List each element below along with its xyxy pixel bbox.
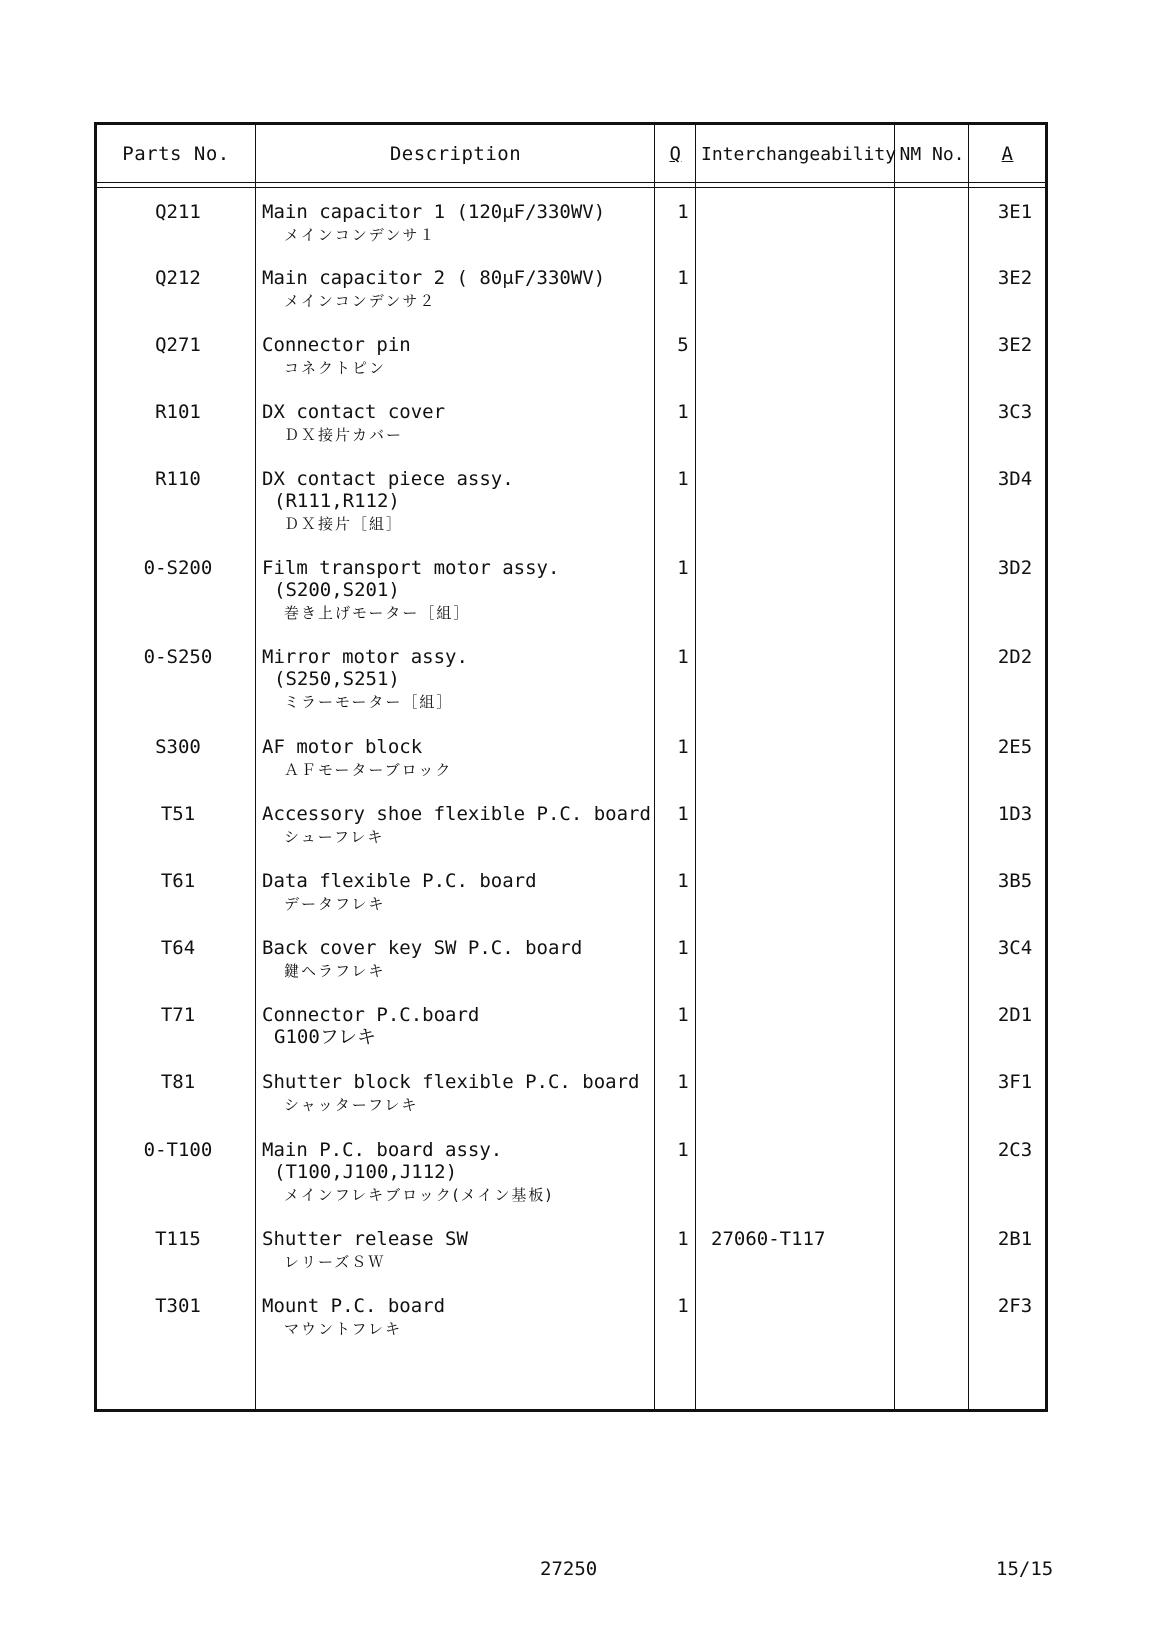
part-number: 0-S200	[143, 557, 213, 579]
description-cell	[262, 1295, 662, 1341]
description-en: DX contact cover	[262, 401, 446, 423]
quantity: 1	[677, 1071, 689, 1093]
part-number: 0-S250	[143, 646, 213, 668]
quantity: 1	[677, 201, 689, 223]
description-jp: メインフレキブロック(メイン基板)	[284, 1186, 554, 1204]
location-code: 2D2	[997, 646, 1033, 668]
quantity: 1	[677, 937, 689, 959]
part-number: S300	[155, 736, 201, 758]
location-code: 2B1	[997, 1228, 1033, 1250]
description-en: Main capacitor 2 ( 80μF/330WV)	[262, 267, 606, 289]
quantity: 1	[677, 646, 689, 668]
description-jp: レリーズＳＷ	[284, 1253, 386, 1271]
description-en: Data flexible P.C. board	[262, 870, 537, 892]
description-cell	[262, 1071, 662, 1117]
header-q: Q	[669, 143, 682, 165]
location-code: 1D3	[997, 803, 1033, 825]
description-cell	[262, 736, 662, 782]
description-cell	[262, 803, 662, 849]
description-en: Connector P.C.board	[262, 1004, 480, 1026]
page-number: 15/15	[996, 1558, 1054, 1580]
description-en: Film transport motor assy.	[262, 557, 560, 579]
description-jp: ミラーモーター［組］	[284, 693, 454, 711]
location-code: 3D2	[997, 557, 1033, 579]
description-cell	[262, 870, 662, 916]
location-code: 2C3	[997, 1139, 1033, 1161]
quantity: 1	[677, 736, 689, 758]
description-jp: シューフレキ	[284, 828, 385, 846]
description-jp: 鍵ヘラフレキ	[284, 962, 386, 980]
description-cell	[262, 334, 662, 380]
description-en: Shutter release SW	[262, 1228, 468, 1250]
document-number: 27250	[540, 1558, 598, 1580]
header-description: Description	[389, 143, 522, 165]
interchangeability-value: 27060-T117	[711, 1228, 826, 1250]
part-number: T115	[155, 1228, 201, 1250]
header-interchangeability: Interchangeability	[701, 143, 897, 165]
description-en: AF motor block	[262, 736, 423, 758]
location-code: 3E2	[997, 267, 1033, 289]
quantity: 1	[677, 557, 689, 579]
description-sub: (S250,S251)	[274, 668, 400, 690]
description-sub: G100フレキ	[274, 1026, 376, 1048]
description-cell	[262, 937, 662, 983]
description-cell	[262, 1139, 662, 1207]
description-cell	[262, 201, 662, 247]
location-code: 2E5	[997, 736, 1033, 758]
description-en: DX contact piece assy.	[262, 468, 514, 490]
location-code: 2F3	[997, 1295, 1033, 1317]
description-jp: メインコンデンサ１	[284, 226, 437, 244]
quantity: 1	[677, 468, 689, 490]
location-code: 3C4	[997, 937, 1033, 959]
description-en: Connector pin	[262, 334, 411, 356]
description-cell	[262, 468, 662, 536]
quantity: 1	[677, 1004, 689, 1026]
description-cell	[262, 267, 662, 313]
description-jp: シャッターフレキ	[284, 1096, 419, 1114]
description-en: Back cover key SW P.C. board	[262, 937, 583, 959]
header-rule	[97, 187, 1045, 188]
description-sub: (S200,S201)	[274, 579, 400, 601]
quantity: 1	[677, 803, 689, 825]
part-number: T61	[160, 870, 196, 892]
location-code: 3B5	[997, 870, 1033, 892]
quantity: 1	[677, 401, 689, 423]
part-number: Q212	[155, 267, 201, 289]
quantity: 1	[677, 1228, 689, 1250]
quantity: 1	[677, 267, 689, 289]
location-code: 3F1	[997, 1071, 1033, 1093]
quantity: 5	[677, 334, 689, 356]
description-sub: (R111,R112)	[274, 490, 400, 512]
col-divider	[894, 125, 895, 1409]
description-cell	[262, 1004, 662, 1048]
description-jp: コネクトピン	[284, 359, 387, 377]
parts-list-table	[94, 122, 1048, 1412]
location-code: 2D1	[997, 1004, 1033, 1026]
quantity: 1	[677, 870, 689, 892]
part-number: Q271	[155, 334, 201, 356]
quantity: 1	[677, 1139, 689, 1161]
description-jp: ＤＸ接片カバー	[284, 426, 404, 444]
part-number: Q211	[155, 201, 201, 223]
description-cell	[262, 646, 662, 714]
header-a: A	[1001, 143, 1014, 165]
part-number: T64	[160, 937, 196, 959]
part-number: R110	[155, 468, 201, 490]
description-jp: ＡＦモーターブロック	[284, 761, 453, 779]
part-number: T301	[155, 1295, 201, 1317]
header-parts-no: Parts No.	[122, 143, 230, 165]
description-jp: メインコンデンサ２	[284, 292, 437, 310]
description-jp: マウントフレキ	[284, 1320, 402, 1338]
col-divider	[968, 125, 969, 1409]
description-cell	[262, 557, 662, 625]
description-en: Accessory shoe flexible P.C. board	[262, 803, 651, 825]
description-en: Main P.C. board assy.	[262, 1139, 503, 1161]
location-code: 3C3	[997, 401, 1033, 423]
description-sub: (T100,J100,J112)	[274, 1161, 458, 1183]
col-divider	[695, 125, 696, 1409]
description-cell	[262, 401, 662, 447]
part-number: T51	[160, 803, 196, 825]
quantity: 1	[677, 1295, 689, 1317]
part-number: 0-T100	[143, 1139, 213, 1161]
part-number: T71	[160, 1004, 196, 1026]
description-jp: 巻き上げモーター［組］	[284, 604, 471, 622]
location-code: 3E1	[997, 201, 1033, 223]
description-jp: データフレキ	[284, 895, 386, 913]
description-en: Mount P.C. board	[262, 1295, 446, 1317]
description-en: Main capacitor 1 (120μF/330WV)	[262, 201, 606, 223]
col-divider	[255, 125, 256, 1409]
description-en: Mirror motor assy.	[262, 646, 468, 668]
description-jp: ＤＸ接片［組］	[284, 515, 404, 533]
description-cell	[262, 1228, 662, 1274]
location-code: 3D4	[997, 468, 1033, 490]
location-code: 3E2	[997, 334, 1033, 356]
header-nm-no: NM No.	[899, 143, 965, 165]
part-number: R101	[155, 401, 201, 423]
description-en: Shutter block flexible P.C. board	[262, 1071, 640, 1093]
part-number: T81	[160, 1071, 196, 1093]
header-rule	[97, 182, 1045, 183]
